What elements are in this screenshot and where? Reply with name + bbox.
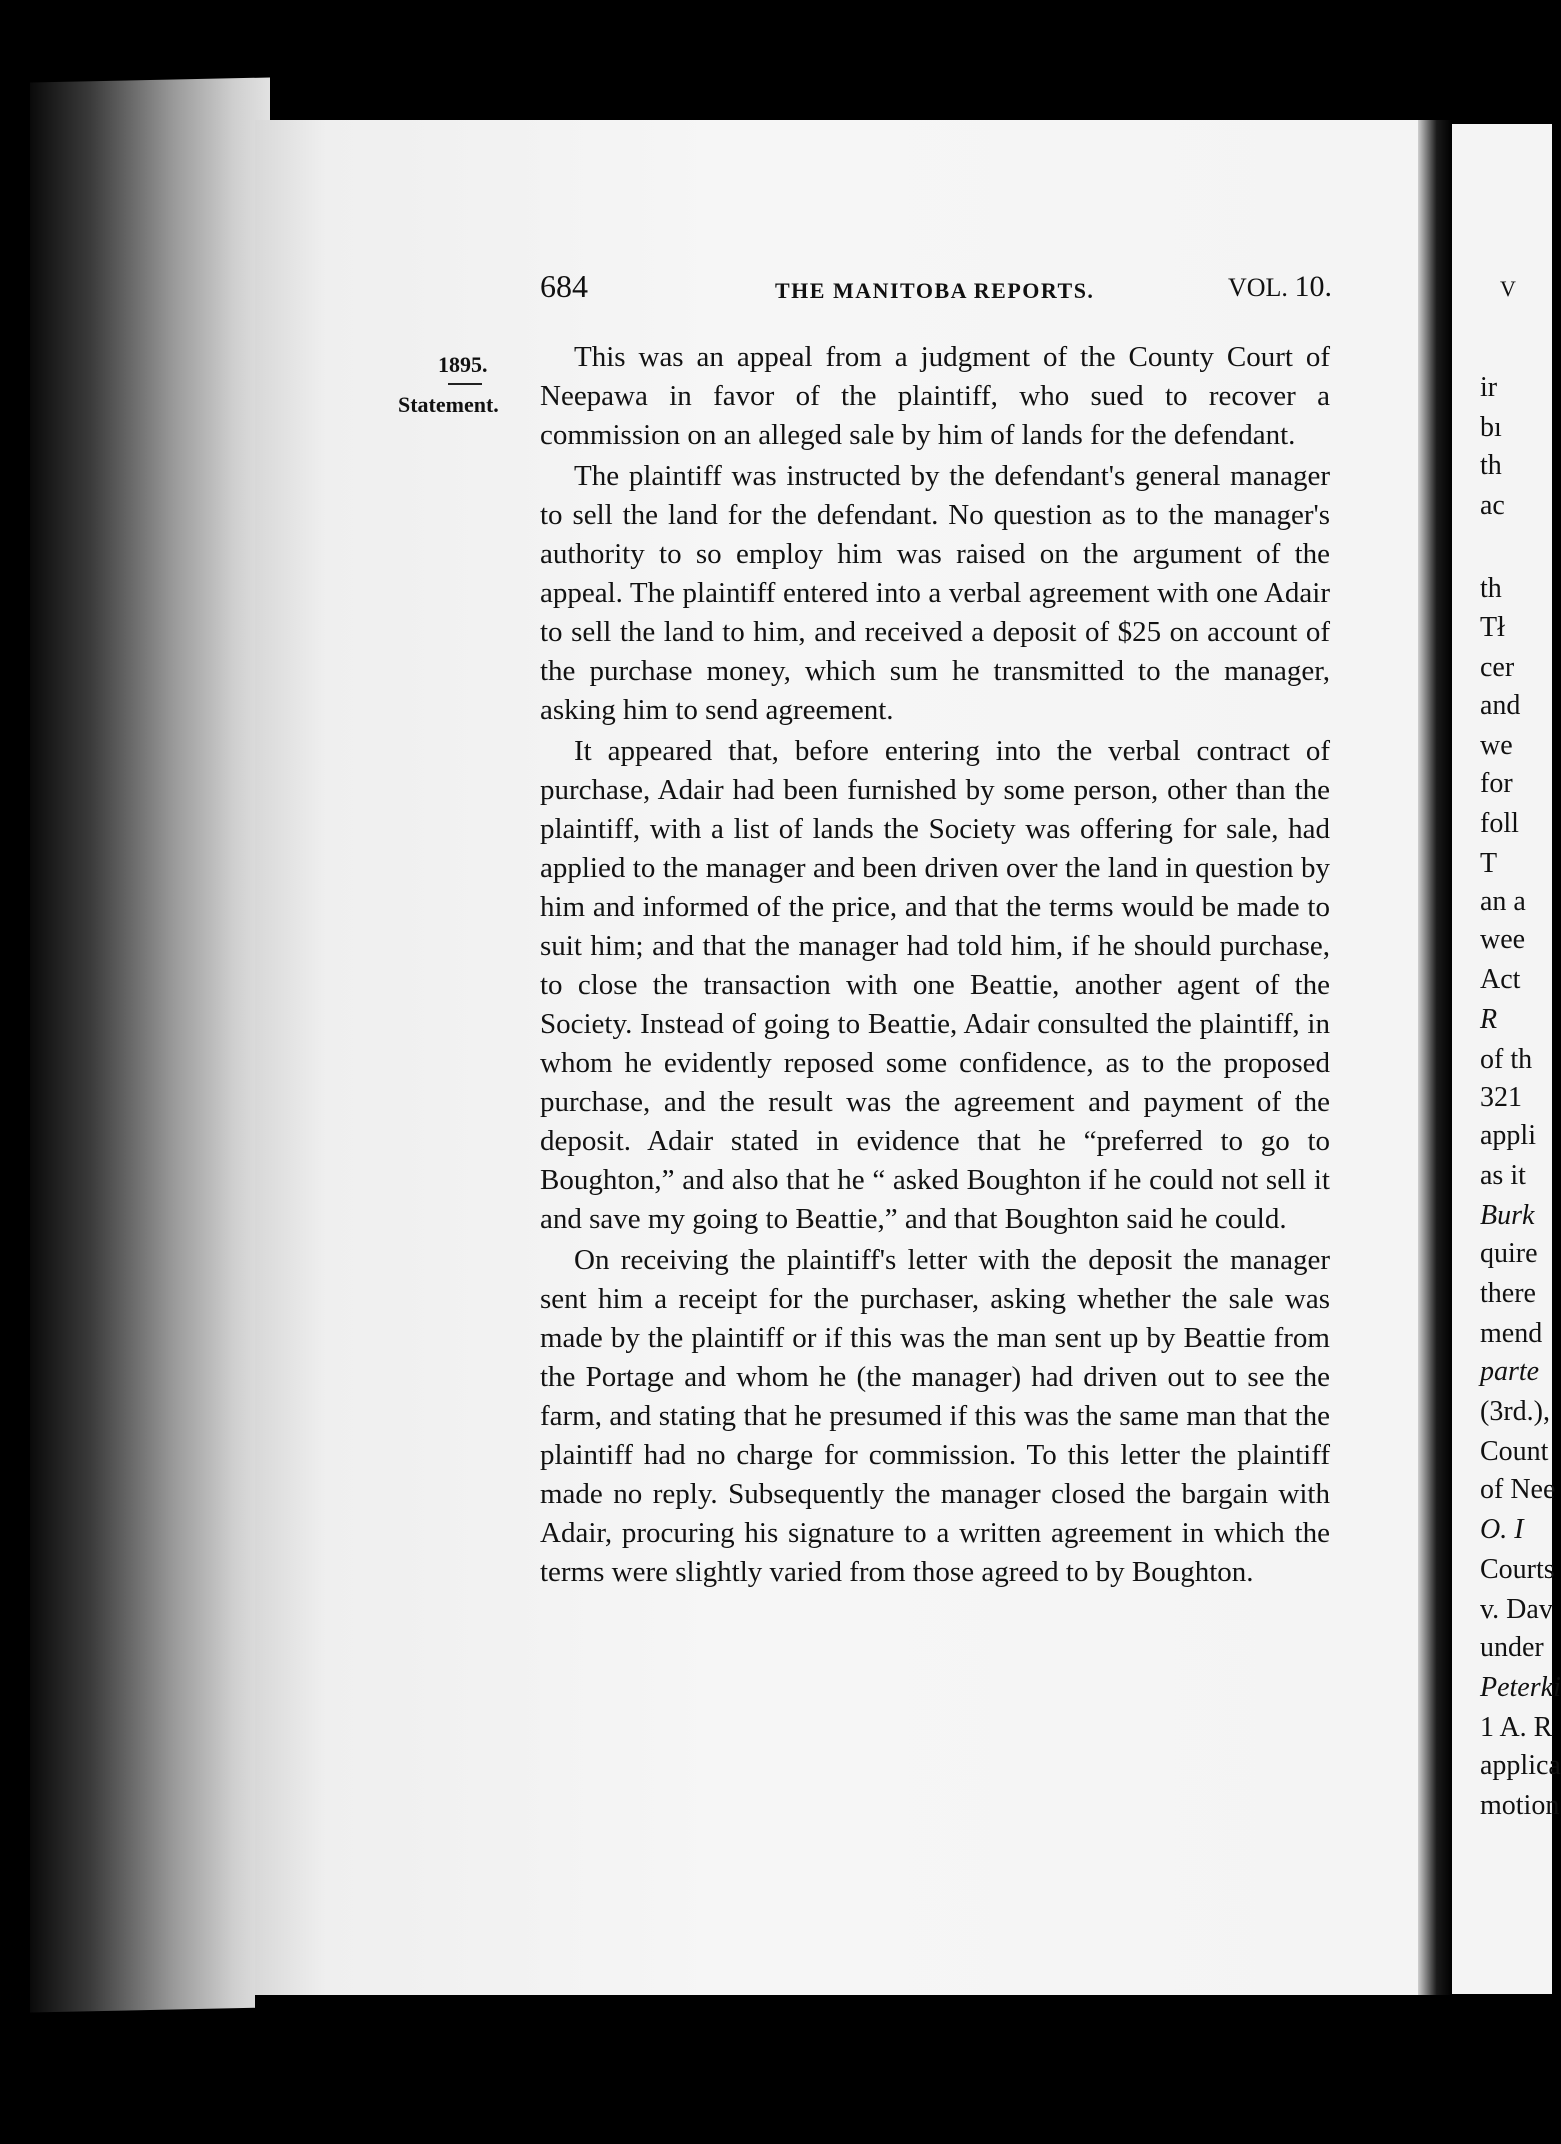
right-page-fragment: motion	[1480, 1790, 1560, 1821]
volume-label: VOL.	[1228, 273, 1288, 302]
right-page-fragment: foll	[1480, 808, 1519, 839]
right-page-fragment: appli	[1480, 1120, 1536, 1151]
paragraph: It appeared that, before entering into the verbal contract of purchase, Adair had been furnished by some person, other than the plaintiff, with a list of lands the Society was offering for sale, had applied to the manager and been driven over the land in question by him and informed of the price, and that the terms would be made to suit him; and that the manager had told him, if he should purchase, to close the transaction with one Beattie, another agent of the Society. Instead of going to Beattie, Adair consulted the plaintiff, in whom he evidently reposed some confidence, as to the proposed purchase, and the result was the agreement and payment of the deposit. Adair stated in evidence that he “preferred to go to Boughton,” and also that he “ asked Boughton if he could not sell it and save my going to Beattie,” and that Boughton said he could.	[540, 735, 1330, 1235]
margin-rule	[448, 383, 482, 385]
right-page-fragment: of th	[1480, 1044, 1533, 1075]
right-page-fragment: T	[1480, 848, 1498, 879]
right-page-fragment: wee	[1480, 924, 1526, 955]
right-page-fragment: of Nee	[1480, 1474, 1556, 1505]
right-page-fragment: an a	[1480, 886, 1526, 917]
paragraph: The plaintiff was instructed by the defendant's general manager to sell the land for the defendant. No question as to the manager's authority to so employ him was raised on the argument of the appeal. The plaintiff entered into a verbal agreement with one Adair to sell the land to him, and received a deposit of $25 on account of the purchase money, which sum he transmitted to the manager, asking him to send agreement.	[540, 460, 1330, 726]
right-page-fragment: Courts	[1480, 1554, 1555, 1585]
right-page-fragment: there	[1480, 1278, 1536, 1309]
right-page-fragment: cer	[1480, 652, 1515, 683]
right-page-fragment: th	[1480, 573, 1502, 604]
right-page-fragment: 1 A. R	[1480, 1712, 1553, 1743]
right-page-head: V	[1500, 276, 1516, 301]
right-page-fragment: ac	[1480, 490, 1505, 521]
margin-section-label: Statement.	[398, 392, 499, 417]
right-page-fragment: Count	[1480, 1436, 1549, 1467]
right-page-fragment: R	[1480, 1004, 1498, 1035]
right-page-fragment: mend	[1480, 1318, 1543, 1349]
right-page-fragment: bı	[1480, 412, 1502, 443]
right-page-fragment: as it	[1480, 1160, 1526, 1191]
bottom-shadow	[255, 1995, 1555, 2144]
right-page-fragment: Peterki	[1480, 1672, 1561, 1703]
right-page-fragment: we	[1480, 730, 1513, 761]
paragraph: This was an appeal from a judgment of the County Court of Neepawa in favor of the plaintiff, who sued to recover a commission on an alleged sale by him of lands for the defendant.	[540, 341, 1330, 451]
body-text	[540, 338, 1330, 1592]
volume-number: 10.	[1294, 270, 1332, 303]
right-page-fragment: and	[1480, 690, 1521, 721]
right-page-fragment: quire	[1480, 1238, 1538, 1269]
paragraph: On receiving the plaintiff's letter with the deposit the manager sent him a receipt for the purchaser, asking whether the sale was made by the plaintiff or if this was the man sent up by Beattie from the Portage and whom he (the manager) had driven out to see the farm, and stating that he presumed if this was the same man that the plaintiff had no charge for commission. To this letter the plaintiff made no reply. Subsequently the manager closed the bargain with Adair, procuring his signature to a written agreement in which the terms were slightly varied from those agreed to by Boughton.	[540, 1244, 1330, 1588]
right-page-fragment: Act	[1480, 964, 1521, 995]
right-page-fragment: Burk	[1480, 1200, 1535, 1231]
right-page-fragment: v. Dav	[1480, 1594, 1553, 1625]
journal-title: THE MANITOBA REPORTS.	[775, 278, 1095, 303]
right-page-fragment: for	[1480, 768, 1513, 799]
page-number: 684	[540, 268, 588, 304]
right-page-fragment: ir	[1480, 372, 1498, 403]
book-gutter	[1418, 120, 1452, 2000]
right-page-fragment: 321	[1480, 1082, 1522, 1113]
right-page-fragment: th	[1480, 450, 1502, 481]
volume	[1228, 270, 1332, 304]
right-page-fragment: (3rd.),	[1480, 1396, 1550, 1427]
margin-year: 1895.	[438, 352, 488, 377]
right-page-fragment: parte	[1480, 1356, 1540, 1387]
book-page-edges	[30, 77, 270, 2012]
right-page-fragment: O. I	[1480, 1514, 1524, 1545]
right-page-fragment: applica	[1480, 1750, 1561, 1781]
right-page-fragment: Tł	[1480, 612, 1505, 643]
right-page-fragment: under	[1480, 1632, 1544, 1663]
